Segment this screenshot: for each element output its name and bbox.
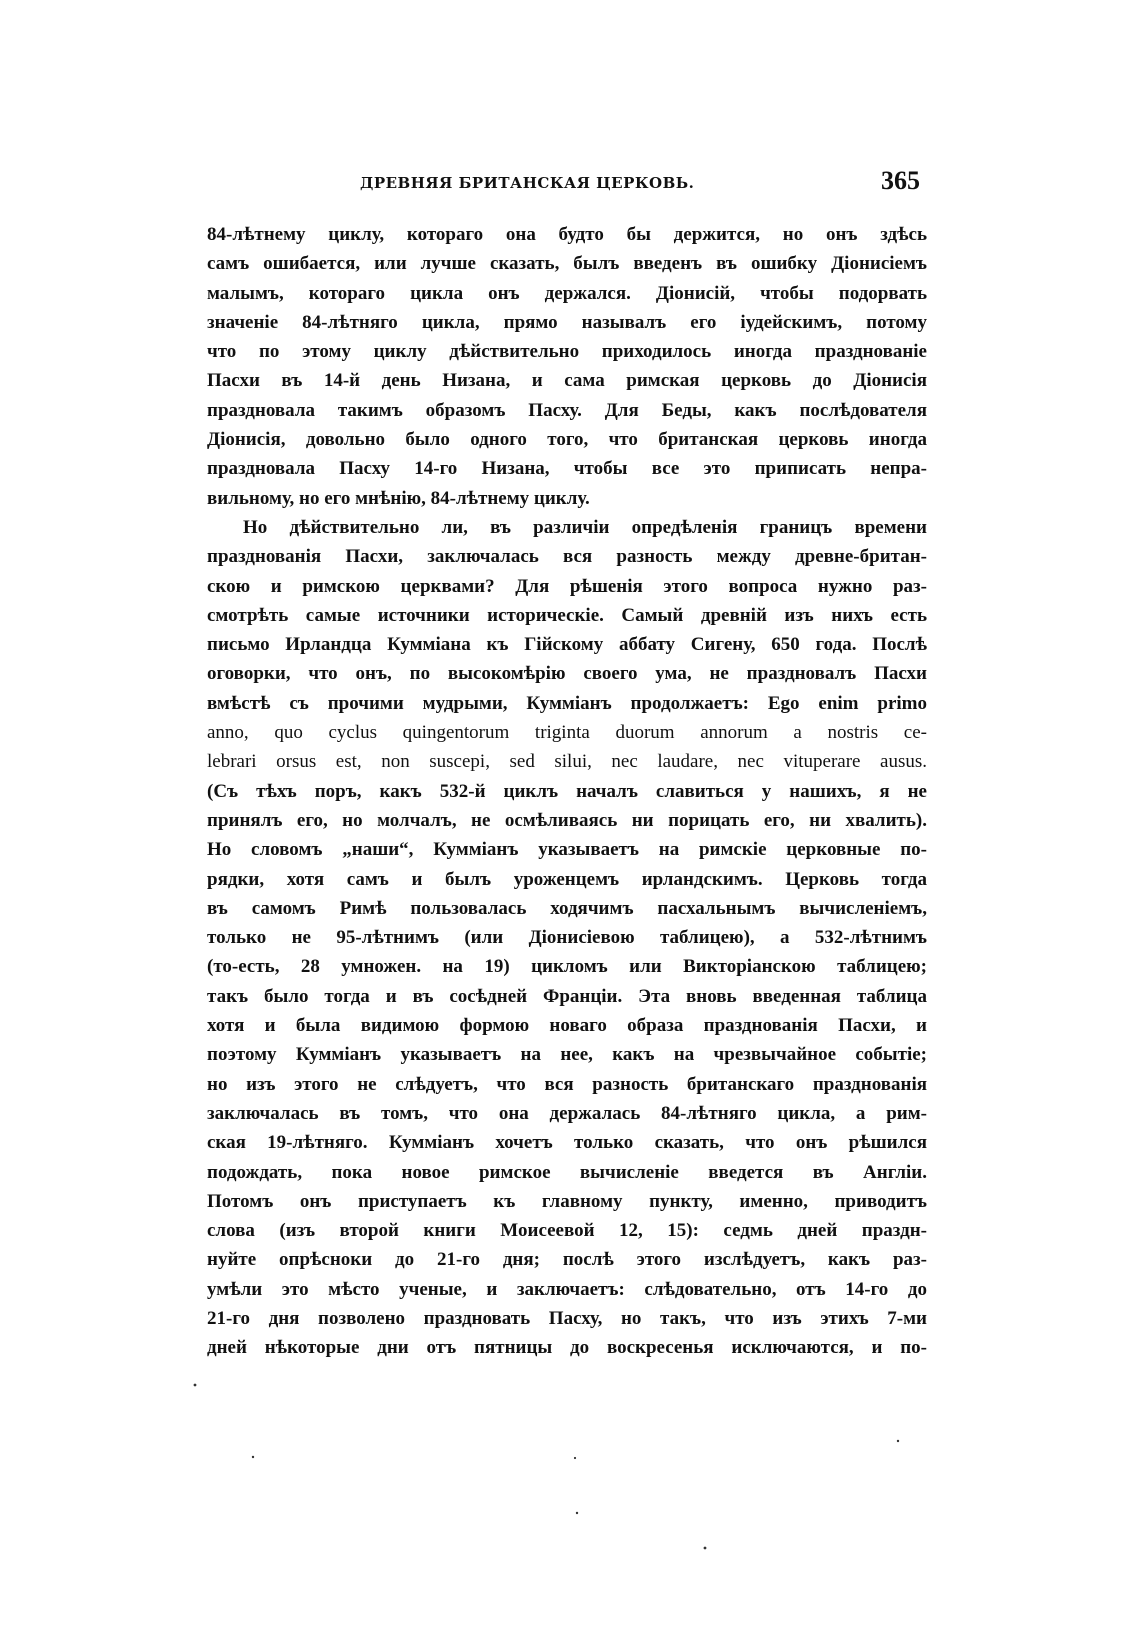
text-line: подождать, пока новое римское вычисленіе введется въ Англіи. (207, 1161, 927, 1183)
text-line: праздновала такимъ образомъ Пасху. Для Беды, какъ послѣдователя (207, 399, 927, 421)
text-line: 21-го дня позволено праздновать Пасху, но такъ, что изъ этихъ 7-ми (207, 1307, 927, 1329)
scan-speck (897, 1440, 899, 1442)
text-line: Потомъ онъ приступаетъ къ главному пункту, именно, приводитъ (207, 1190, 927, 1212)
text-line: слова (изъ второй книги Моисеевой 12, 15): седмь дней праздн- (207, 1220, 927, 1242)
body-text (207, 220, 927, 1363)
text-line: празднованія Пасхи, заключалась вся разность между древне-британ- (207, 546, 927, 568)
text-line: такъ было тогда и въ сосѣдней Франціи. Эта вновь введенная таблица (207, 985, 927, 1007)
running-head-title: ДРЕВНЯЯ БРИТАНСКАЯ ЦЕРКОВЬ. (360, 174, 695, 192)
text-line: только не 95-лѣтнимъ (или Діонисіевою таблицею), а 532-лѣтнимъ (207, 927, 927, 949)
text-line: что по этому циклу дѣйствительно приходилось иногда празднованіе (207, 341, 927, 363)
text-line: смотрѣть самые источники историческіе. Самый древній изъ нихъ есть (207, 604, 927, 626)
text-line: праздновала Пасху 14-го Низана, чтобы все это приписать непра- (207, 458, 927, 480)
text-line: письмо Ирландца Куммiана къ Гійскому аббату Сигену, 650 года. Послѣ (207, 634, 927, 656)
scan-speck (252, 1456, 254, 1458)
page-number: 365 (881, 166, 920, 195)
scan-speck (574, 1457, 576, 1459)
text-line: принялъ его, но молчалъ, не осмѣливаясь ни порицать его, ни хвалить). (207, 809, 927, 831)
paragraph-end-line: вильному, но его мнѣнію, 84-лѣтнему циклу. (207, 487, 590, 509)
text-line: Пасхи въ 14-й день Низана, и сама римская церковь до Діонисія (207, 370, 927, 392)
text-line: умѣли это мѣсто ученые, и заключаетъ: слѣдовательно, отъ 14-го до (207, 1278, 927, 1300)
text-line: (Съ тѣхъ поръ, какъ 532-й циклъ началъ славиться у нашихъ, я не (207, 780, 927, 802)
text-line: ская 19-лѣтняго. Кумміанъ хочетъ только сказать, что онъ рѣшился (207, 1132, 927, 1154)
text-line: 84-лѣтнему циклу, котораго она будто бы держится, но онъ здѣсь (207, 224, 927, 245)
text-line: поэтому Кумміанъ указываетъ на нее, какъ на чрезвычайное событіе; (207, 1044, 927, 1066)
text-line: рядки, хотя самъ и былъ уроженцемъ ирландскимъ. Церковь тогда (207, 868, 927, 890)
text-line: значеніе 84-лѣтняго цикла, прямо называлъ его іудейскимъ, потому (207, 311, 927, 333)
text-line: но изъ этого не слѣдуетъ, что вся разность британскаго празднованія (207, 1073, 927, 1095)
scan-speck (576, 1512, 578, 1514)
text-line: въ самомъ Римѣ пользовалась ходячимъ пасхальнымъ вычисленіемъ, (207, 897, 927, 919)
text-line: нуйте опрѣсноки до 21-го дня; послѣ этого изслѣдуетъ, какъ раз- (207, 1249, 927, 1271)
text-line: дней нѣкоторые дни отъ пятницы до воскресенья исключаются, и по- (207, 1337, 927, 1359)
latin-quote-line: anno, quo cyclus quingentorum triginta duorum annorum a nostris ce- (207, 722, 927, 744)
text-line: Діонисія, довольно было одного того, что британская церковь иногда (207, 429, 927, 451)
text-line: малымъ, котораго цикла онъ держался. Діонисій, чтобы подорвать (207, 282, 927, 304)
latin-quote-line: lebrari orsus est, non suscepi, sed silui, nec laudare, nec vituperare ausus. (207, 751, 927, 773)
text-line: заключалась въ томъ, что она держалась 84-лѣтняго цикла, а рим- (207, 1102, 927, 1124)
text-line: оговорки, что онъ, по высокомѣрію своего ума, не праздновалъ Пасхи (207, 663, 927, 685)
text-line: Но словомъ „наши“, Кумміанъ указываетъ на римскіе церковные по- (207, 839, 927, 861)
text-line: самъ ошибается, или лучше сказать, былъ введенъ въ ошибку Діонисіемъ (207, 253, 927, 275)
text-line: хотя и была видимою формою новаго образа празднованія Пасхи, и (207, 1015, 927, 1037)
scan-speck (704, 1547, 707, 1550)
running-head (200, 166, 920, 206)
text-line: скою и римскою церквами? Для рѣшенія этого вопроса нужно раз- (207, 575, 927, 597)
paragraph-start-line: Но дѣйствительно ли, въ различіи опредѣленія границъ времени (243, 516, 927, 538)
text-line: (то-есть, 28 умножен. на 19) цикломъ или Викторіанскою таблицею; (207, 956, 927, 978)
text-line: вмѣстѣ съ прочими мудрыми, Кумміанъ продолжаетъ: Ego enim primo (207, 692, 927, 714)
scan-speck (194, 1384, 197, 1387)
